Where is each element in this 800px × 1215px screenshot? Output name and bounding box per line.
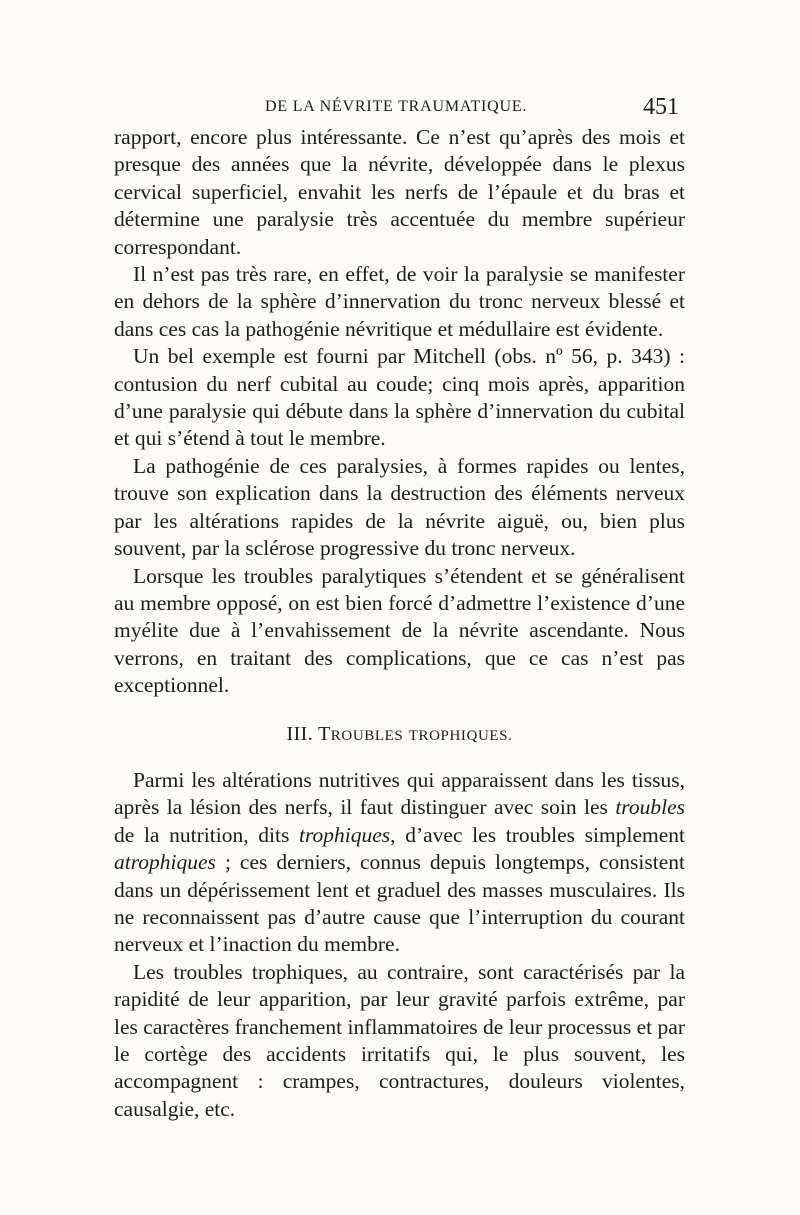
paragraph-5: Lorsque les troubles paralytiques s’étendent et se généralisent au membre opposé, on est bien forcé d’admettre l’existence d’une myélite due à l’envahissement de la névrite ascendante. Nous verrons, en traitant des complications, que ce cas n’est pas exceptionnel. [114,563,685,698]
text-run: ; ces derniers, connus depuis longtemps, consistent dans un dépérissement lent et graduel des masses musculaires. Ils ne reconnaissent pas d’autre cause que l’interruption du courant nerveux et l’inaction du membre. [114,850,685,957]
paragraph-2: Il n’est pas très rare, en effet, de voir la paralysie se manifester en dehors de la sphère d’innervation du tronc nerveux blessé et dans ces cas la pathogénie névritique et médullaire est évidente. [114,262,685,341]
body-text [114,124,685,1123]
italic-term-troubles: troubles [615,795,685,820]
italic-term-trophiques: trophiques [298,822,391,847]
section-title-word-2: TROPHIQUES. [408,727,513,744]
section-paragraph-2: Les troubles trophiques, au contraire, sont caractérisés par la rapidité de leur apparition, par leur gravité parfois extrême, par les caractères franchement inflammatoires de leur processus et par le cortège des accidents irritatifs qui, le plus souvent, les accompagnent : crampes, contractures, douleurs violentes, causalgie, etc. [114,959,685,1121]
section-title-initial: T [318,722,331,745]
section-number: III. [286,722,314,745]
paragraph-3: Un bel exemple est fourni par Mitchell (obs. nº 56, p. 343) : contusion du nerf cubital au coude; cinq mois après, apparition d’une paralysie qui débute dans la sphère d’innervation du cubital et qui s’étend à tout le membre. [114,344,685,451]
text-run: Parmi les altérations nutritives qui apparaissent dans les tissus, après la lésion des nerfs, il faut distinguer avec soin les [114,767,685,820]
text-run: , d’avec les troubles simplement [390,822,685,847]
italic-term-atrophiques: atrophiques [114,850,216,875]
text-run: de la nutrition, dits [114,822,299,847]
section-paragraph-1 [114,767,685,959]
page-header [0,94,800,124]
running-title: DE LA NÉVRITE TRAUMATIQUE. [265,98,528,115]
section-heading [114,721,685,750]
paragraph-1: rapport, encore plus intéressante. Ce n’est qu’après des mois et presque des années que la névrite, développée dans le plexus cervical superficiel, envahit les nerfs de l’épaule et du bras et détermine une paralysie très accentuée du membre supérieur correspondant. [114,125,685,259]
paragraph-4: La pathogénie de ces paralysies, à formes rapides ou lentes, trouve son explication dans la destruction des éléments nerveux par les altérations rapides de la névrite aiguë, ou, bien plus souvent, par la sclérose progressive du tronc nerveux. [114,453,685,561]
page-number: 451 [643,94,679,120]
section-title-word-1: ROUBLES [330,727,404,744]
